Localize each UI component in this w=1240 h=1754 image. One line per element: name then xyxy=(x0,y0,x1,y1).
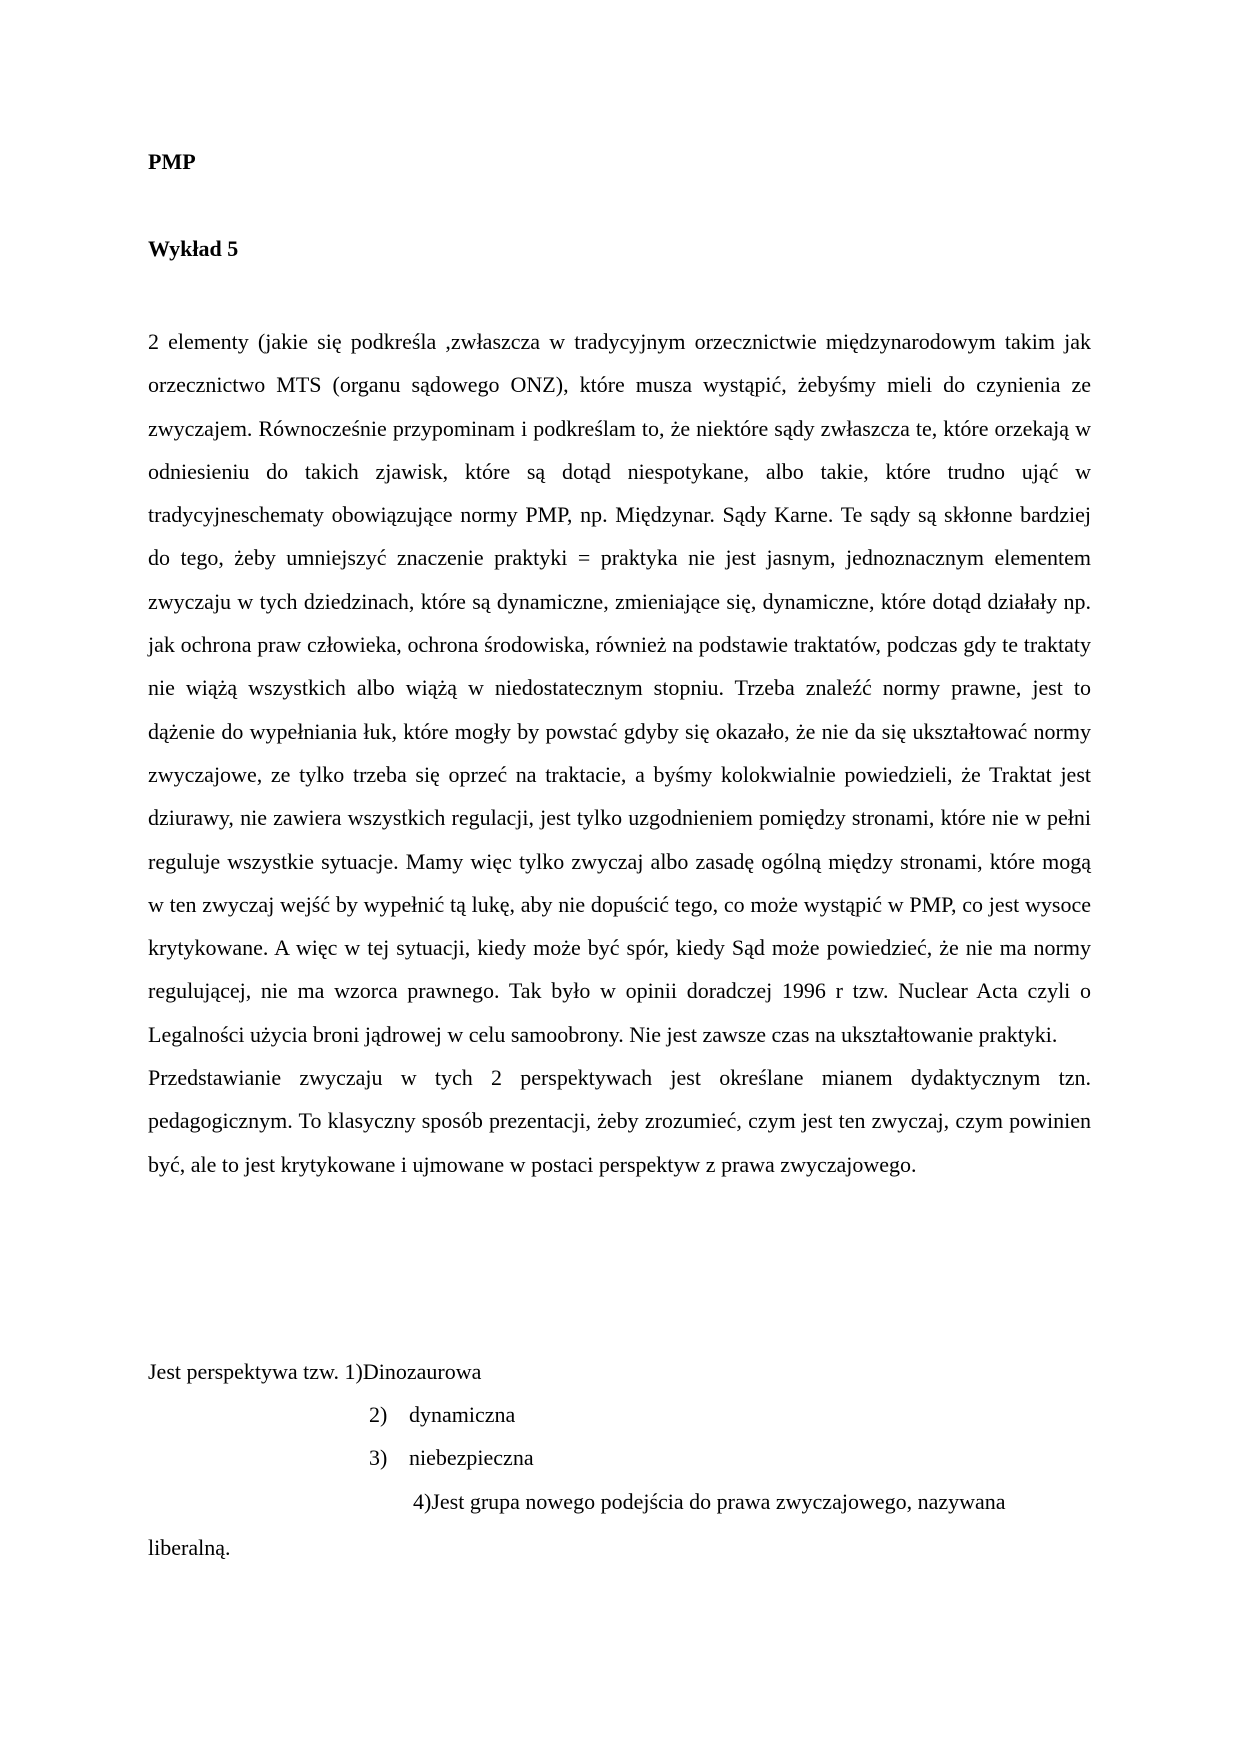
lecture-heading: Wykład 5 xyxy=(148,236,239,261)
list-item-number: 2) xyxy=(369,1402,388,1427)
document-title: PMP xyxy=(148,149,196,174)
body-text xyxy=(148,320,1091,1186)
perspective-list-item-4: 4)Jest grupa nowego podejścia do prawa zwyczajowego, nazywana xyxy=(413,1489,1006,1514)
perspective-list-item xyxy=(369,1393,515,1436)
document-page xyxy=(148,0,1091,1754)
list-item-text: dynamiczna xyxy=(409,1402,516,1427)
list-item-number: 3) xyxy=(369,1445,388,1470)
paragraph-tail: liberalną. xyxy=(148,1535,231,1560)
paragraph-perspectives: Przedstawianie zwyczaju w tych 2 perspektywach jest określane mianem dydaktycznym tzn. pedagogicznym. To klasyczny sposób prezentacji, żeby zrozumieć, czym jest ten zwyczaj, czym powinien być, ale to jest krytykowane i ujmowane w postaci perspektyw z prawa zwyczajowego. xyxy=(148,1065,1091,1177)
list-item-text: niebezpieczna xyxy=(409,1445,534,1470)
perspective-list-lead: Jest perspektywa tzw. 1)Dinozaurowa xyxy=(148,1359,482,1384)
perspective-list-item xyxy=(369,1436,534,1479)
paragraph-elements: 2 elementy (jakie się podkreśla ,zwłaszcza w tradycyjnym orzecznictwie międzynarodowym takim jak orzecznictwo MTS (organu sądowego ONZ), które musza wystąpić, żebyśmy mieli do czynienia ze zwyczajem. Równocześnie przypominam i podkreślam to, że niektóre sądy zwłaszcza te, które orzekają w odniesieniu do takich zjawisk, które są dotąd niespotykane, albo takie, które trudno ująć w tradycyjneschematy obowiązujące normy PMP, np. Międzynar. Sądy Karne. Te sądy są skłonne bardziej do tego, żeby umniejszyć znaczenie praktyki = praktyka nie jest jasnym, jednoznacznym elementem zwyczaju w tych dziedzinach, które są dynamiczne, zmieniające się, dynamiczne, które dotąd działały np. jak ochrona praw człowieka, ochrona środowiska, również na podstawie traktatów, podczas gdy te traktaty nie wiążą wszystkich albo wiążą w niedostatecznym stopniu. Trzeba znaleźć normy prawne, jest to dążenie do wypełniania łuk, które mogły by powstać gdyby się okazało, że nie da się ukształtować normy zwyczajowe, ze tylko trzeba się oprzeć na traktacie, a byśmy kolokwialnie powiedzieli, że Traktat jest dziurawy, nie zawiera wszystkich regulacji, jest tylko uzgodnieniem pomiędzy stronami, które nie w pełni reguluje wszystkie sytuacje. Mamy więc tylko zwyczaj albo zasadę ogólną między stronami, które mogą w ten zwyczaj wejść by wypełnić tą lukę, aby nie dopuścić tego, co może wystąpić w PMP, co jest wysoce krytykowane. A więc w tej sytuacji, kiedy może być spór, kiedy Sąd może powiedzieć, że nie ma normy regulującej, nie ma wzorca prawnego. Tak było w opinii doradczej 1996 r tzw. Nuclear Acta czyli o Legalności użycia broni jądrowej w celu samoobrony. Nie jest zawsze czas na ukształtowanie praktyki. xyxy=(148,329,1091,1047)
